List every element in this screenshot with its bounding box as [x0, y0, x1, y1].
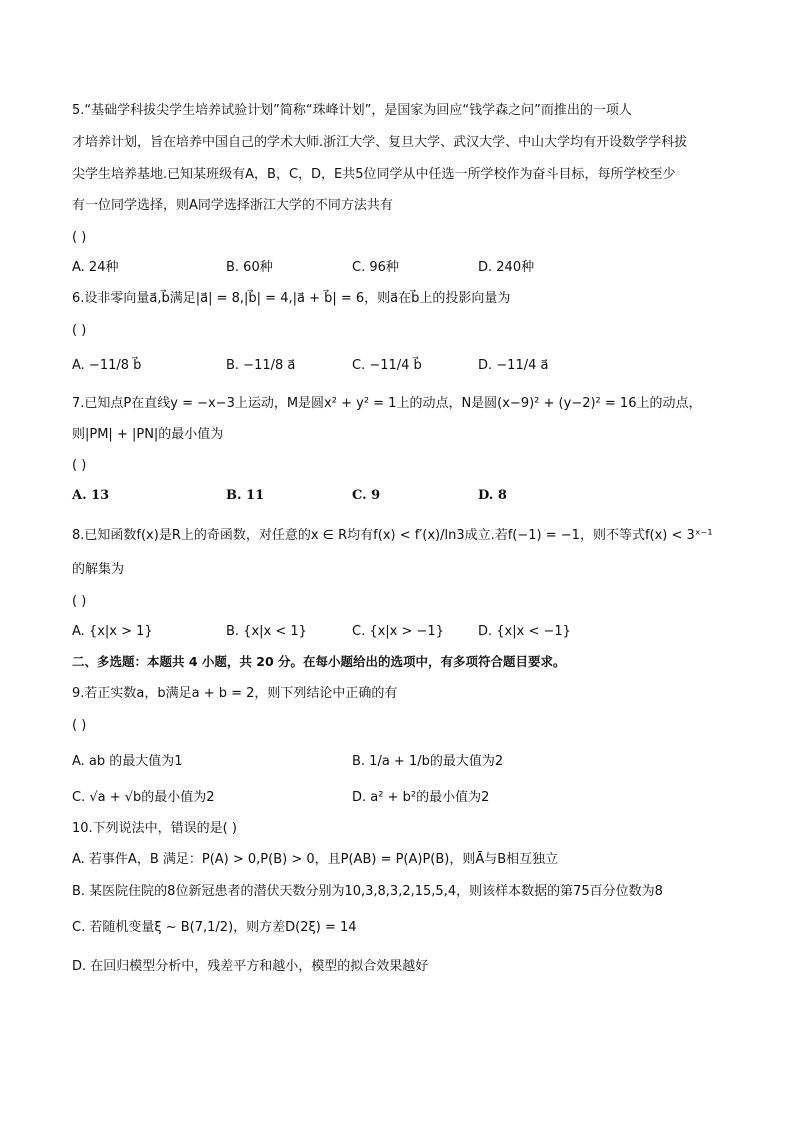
q8-option-b: B. {x|x < 1} [226, 624, 307, 639]
q9-option-c: C. √a + √b的最小值为2 [72, 790, 215, 805]
q5-answer-paren: ( ) [72, 230, 87, 245]
q10-option-b: B. 某医院住院的8位新冠患者的潜伏天数分别为10,3,8,3,2,15,5,4，则该样本数据的第75百分位数为8 [72, 884, 663, 899]
q5-option-a: A. 24种 [72, 260, 119, 275]
q8-answer-paren: ( ) [72, 594, 87, 609]
q5-option-c: C. 96种 [352, 260, 399, 275]
q6-option-d: D. −11/4 a⃗ [478, 358, 549, 373]
q5-line-2: 才培养计划，旨在培养中国自己的学术大师.浙江大学、复旦大学、武汉大学、中山大学均有开设数学学科拔 [72, 135, 688, 150]
q7-option-c: C. 9 [352, 488, 381, 503]
q10-line-1: 10.下列说法中，错误的是( ) [72, 821, 237, 836]
q9-option-a: A. ab 的最大值为1 [72, 754, 183, 769]
q5-line-1: 5.“基础学科拔尖学生培养试验计划”简称“珠峰计划”，是国家为回应“钱学森之问”而推出的一项人 [72, 103, 632, 118]
q7-option-b: B. 11 [226, 488, 265, 503]
q5-option-d: D. 240种 [478, 260, 535, 275]
q8-option-d: D. {x|x < −1} [478, 624, 571, 639]
q5-line-3: 尖学生培养基地.已知某班级有A，B，C，D，E共5位同学从中任选一所学校作为奋斗目标，每所学校至少 [72, 167, 676, 182]
q7-line-2: 则|PM| + |PN|的最小值为 [72, 427, 224, 442]
q7-answer-paren: ( ) [72, 458, 87, 473]
section-heading-multi-choice: 二、多选题：本题共 4 小题，共 20 分。在每小题给出的选项中，有多项符合题目要求。 [72, 654, 566, 669]
q9-line-1: 9.若正实数a，b满足a + b = 2，则下列结论中正确的有 [72, 686, 398, 701]
q7-option-d: D. 8 [478, 488, 507, 503]
q5-option-b: B. 60种 [226, 260, 273, 275]
q6-line-1: 6.设非零向量a⃗,b⃗满足|a⃗| = 8,|b⃗| = 4,|a⃗ + b⃗| = 6，则a⃗在b⃗上的投影向量为 [72, 291, 511, 306]
q10-option-a: A. 若事件A，B 满足：P(A) > 0,P(B) > 0，且P(AB) = P(A)P(B)，则Ā与B相互独立 [72, 852, 559, 867]
q10-option-d: D. 在回归模型分析中，残差平方和越小，模型的拟合效果越好 [72, 959, 429, 974]
q10-option-c: C. 若随机变量ξ ~ B(7,1/2)，则方差D(2ξ) = 14 [72, 920, 357, 935]
q8-option-c: C. {x|x > −1} [352, 624, 444, 639]
q8-option-a: A. {x|x > 1} [72, 624, 153, 639]
q9-option-d: D. a² + b²的最小值为2 [352, 790, 490, 805]
q9-answer-paren: ( ) [72, 718, 87, 733]
q6-option-a: A. −11/8 b⃗ [72, 358, 142, 373]
q9-option-b: B. 1/a + 1/b的最大值为2 [352, 754, 504, 769]
q6-answer-paren: ( ) [72, 323, 87, 338]
q6-option-b: B. −11/8 a⃗ [226, 358, 296, 373]
q6-option-c: C. −11/4 b⃗ [352, 358, 422, 373]
q8-line-2: 的解集为 [72, 562, 125, 577]
q7-option-a: A. 13 [72, 488, 110, 503]
q8-line-1: 8.已知函数f(x)是R上的奇函数，对任意的x ∈ R均有f(x) < f′(x)/ln3成立.若f(−1) = −1，则不等式f(x) < 3ˣ⁻¹ [72, 528, 713, 543]
q7-line-1: 7.已知点P在直线y = −x−3上运动，M是圆x² + y² = 1上的动点，N是圆(x−9)² + (y−2)² = 16上的动点， [72, 396, 702, 411]
q5-line-4: 有一位同学选择，则A同学选择浙江大学的不同方法共有 [72, 198, 393, 213]
